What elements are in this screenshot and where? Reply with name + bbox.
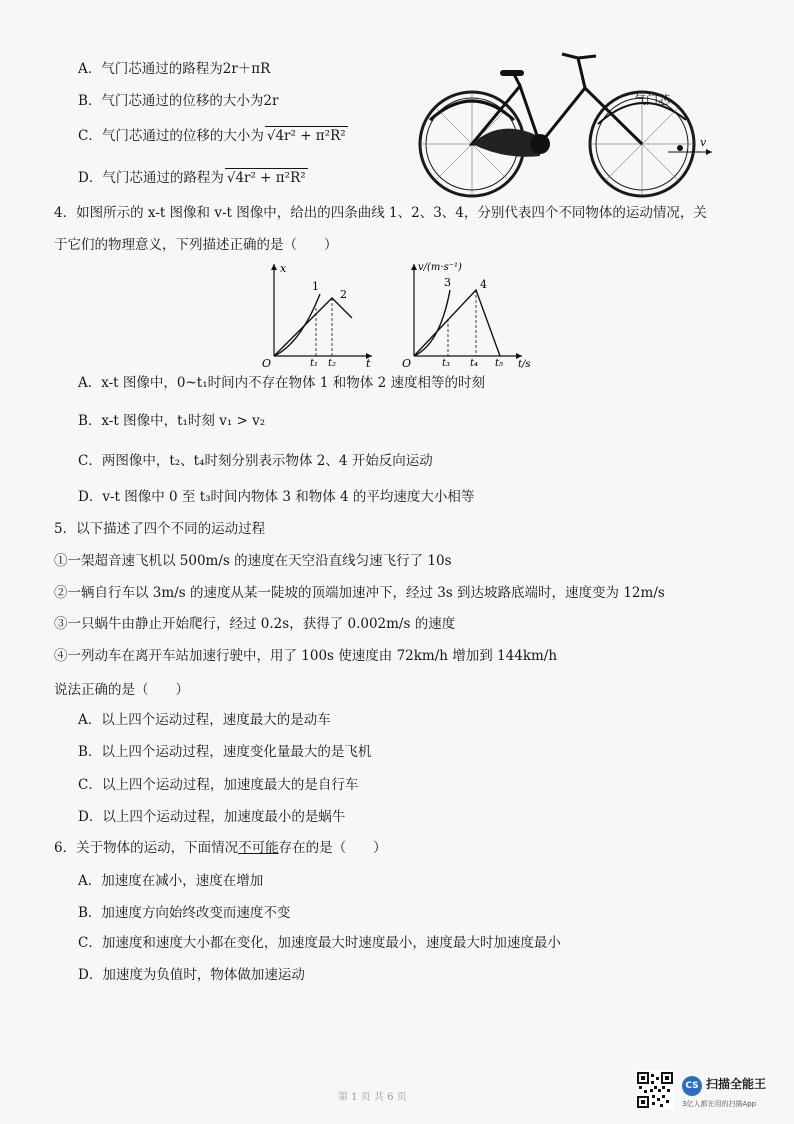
camscanner-slogan: 3亿人都在用的扫描App — [682, 1100, 757, 1108]
q5-ask: 说法正确的是（ ） — [54, 682, 189, 698]
vt-curve-4-label: 4 — [480, 278, 487, 291]
xt-origin: O — [262, 357, 272, 368]
q5-stem: 5．以下描述了四个不同的运动过程 — [54, 521, 266, 537]
q4-option-c: C．两图像中，t₂、t₄时刻分别表示物体 2、4 开始反向运动 — [78, 453, 433, 469]
q3-option-c-sqrt: √4r² + π²R² — [266, 128, 346, 144]
q5-item-2: ②一辆自行车以 3m/s 的速度从某一陡坡的顶端加速冲下，经过 3s 到达坡路底端时，速度变为 12m/s — [54, 585, 665, 601]
q3-option-c — [78, 126, 348, 145]
xt-curve-1 — [274, 294, 320, 356]
xt-y-label: x — [280, 262, 287, 275]
valve-core-label: 气门芯 — [634, 93, 671, 107]
xt-x-label: t — [366, 357, 371, 368]
velocity-label: v — [700, 136, 707, 149]
vt-graph — [392, 256, 542, 368]
q5-item-1: ①一架超音速飞机以 500m/s 的速度在天空沿直线匀速飞行了 10s — [54, 553, 452, 569]
q3-option-d-text: D．气门芯通过的路程为 — [78, 170, 224, 186]
qr-code-icon — [636, 1071, 674, 1109]
q6-option-c: C．加速度和速度大小都在变化，加速度最大时速度最小，速度最大时加速度最小 — [78, 935, 561, 951]
vt-x-label: t/s — [518, 359, 531, 368]
q6-stem-emphasis: 不可能 — [238, 840, 279, 856]
q3-option-b: B．气门芯通过的位移的大小为2r — [78, 93, 279, 109]
q3-option-c-text: C．气门芯通过的位移的大小为 — [78, 128, 264, 144]
q4-stem-line1: 4．如图所示的 x-t 图像和 v-t 图像中，给出的四条曲线 1、2、3、4，分别代表四个不同物体的运动情况，关 — [54, 205, 707, 221]
xt-tick-t1: t₁ — [310, 358, 319, 368]
q4-stem-line2: 于它们的物理意义，下列描述正确的是（ ） — [54, 237, 338, 253]
q6-stem — [54, 839, 387, 857]
q6-option-d: D．加速度为负值时，物体做加速运动 — [78, 967, 305, 983]
q4-option-d: D．v-t 图像中 0 至 t₃时间内物体 3 和物体 4 的平均速度大小相等 — [78, 489, 475, 505]
q5-item-4: ④一列动车在离开车站加速行驶中，用了 100s 使速度由 72km/h 增加到 144km/h — [54, 648, 558, 664]
q3-option-d — [78, 168, 308, 187]
vt-origin: O — [402, 357, 412, 368]
xt-curve-2-label: 2 — [340, 288, 347, 301]
page-number: 第 1 页 共 6 页 — [338, 1092, 407, 1103]
camscanner-logo-icon: CS — [682, 1076, 702, 1096]
q5-item-3: ③一只蜗牛由静止开始爬行，经过 0.2s，获得了 0.002m/s 的速度 — [54, 616, 456, 632]
q3-option-a: A．气门芯通过的路程为2r＋πR — [78, 61, 271, 77]
q3-option-d-radicand: 4r² + π²R² — [235, 170, 306, 186]
bicycle-figure — [410, 48, 730, 198]
q5-option-d: D．以上四个运动过程，加速度最小的是蜗牛 — [78, 809, 346, 825]
xt-graph — [252, 256, 377, 368]
q3-option-d-sqrt: √4r² + π²R² — [226, 170, 306, 186]
xt-tick-t2: t₂ — [328, 358, 337, 368]
q6-stem-prefix: 6．关于物体的运动，下面情况 — [54, 840, 239, 856]
q3-option-c-radicand: 4r² + π²R² — [275, 128, 346, 144]
q4-option-a: A．x-t 图像中，0~t₁时间内不存在物体 1 和物体 2 速度相等的时刻 — [78, 375, 485, 391]
q5-option-b: B．以上四个运动过程，速度变化量最大的是飞机 — [78, 744, 372, 760]
vt-tick-t3: t₃ — [442, 358, 451, 368]
vt-curve-3-label: 3 — [444, 276, 451, 289]
vt-y-label: v/(m·s⁻¹) — [418, 262, 462, 273]
q6-option-a: A．加速度在减小，速度在增加 — [78, 873, 264, 889]
q6-option-b: B．加速度方向始终改变而速度不变 — [78, 905, 291, 921]
camscanner-brand: 扫描全能王 — [706, 1077, 767, 1091]
q5-option-a: A．以上四个运动过程，速度最大的是动车 — [78, 712, 331, 728]
q4-option-b: B．x-t 图像中，t₁时刻 v₁ > v₂ — [78, 413, 266, 429]
q6-stem-suffix: 存在的是（ ） — [278, 840, 387, 856]
q5-option-c: C．以上四个运动过程，加速度最大的是自行车 — [78, 777, 359, 793]
xt-curve-1-label: 1 — [312, 280, 319, 293]
vt-tick-t4: t₄ — [470, 358, 479, 368]
vt-tick-t5: t₅ — [495, 358, 504, 368]
xt-curve-2 — [274, 298, 352, 356]
